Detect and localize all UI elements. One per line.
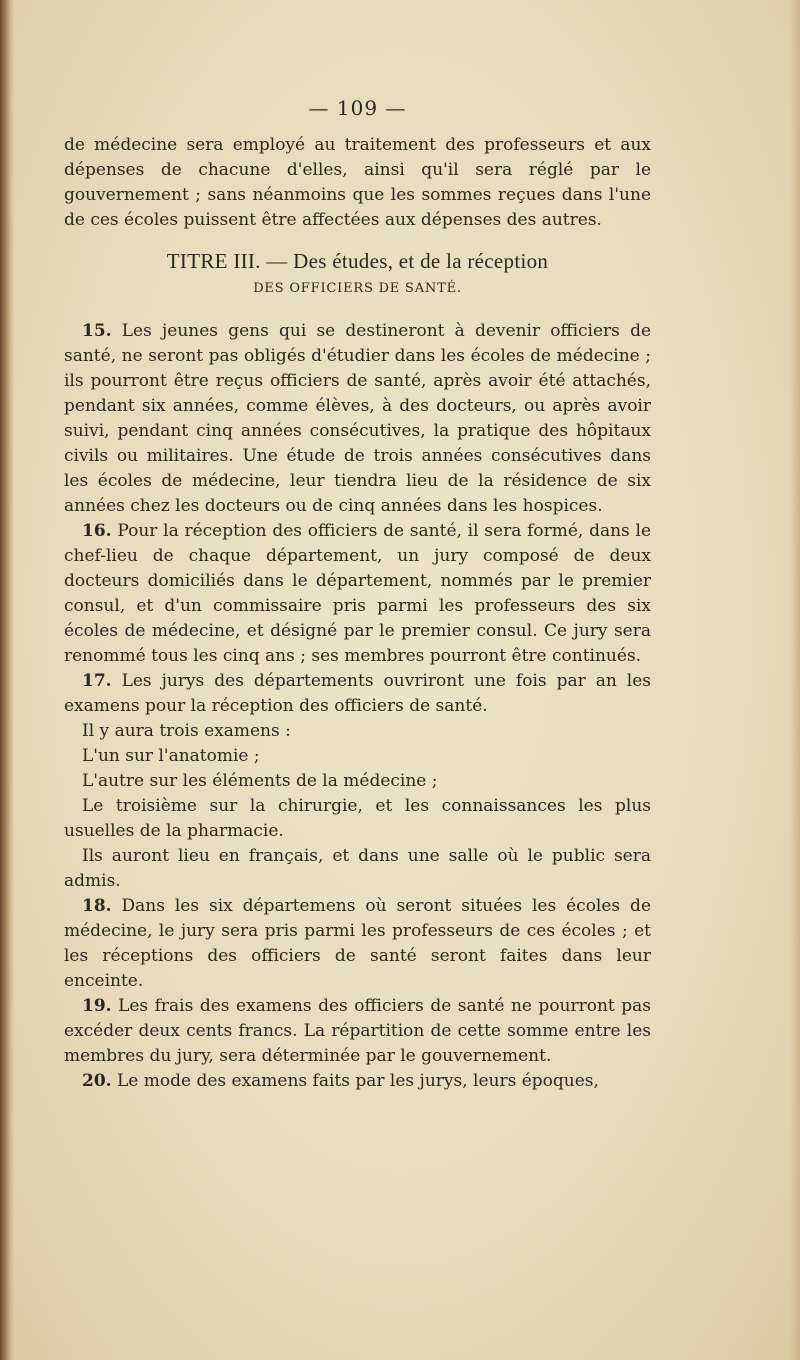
page-number: — 109 — bbox=[308, 96, 407, 120]
article-text: Dans les six départemens où seront situées les écoles de médecine, le jury sera pris parmi les professeurs de ces écoles ; et les réceptions des officiers de santé seront faites dans leur enceinte. bbox=[64, 896, 652, 991]
article-number: 16. bbox=[82, 521, 112, 541]
article-number: 17. bbox=[82, 671, 112, 691]
article-15 bbox=[64, 319, 651, 519]
page-text-block bbox=[64, 96, 651, 1094]
page-right-edge bbox=[790, 0, 800, 1360]
section-title: TITRE III. — Des études, et de la réception bbox=[166, 249, 549, 273]
article-text: Pour la réception des officiers de santé, il sera formé, dans le chef-lieu de chaque département, un jury composé de deux docteurs domiciliés dans le département, nommés par le premier consul, et d'un commissaire pris parmi les professeurs des six écoles de médecine, et désigné par le premier consul. Ce jury sera renommé tous les cinq ans ; ses membres pourront être continués. bbox=[64, 521, 652, 666]
article-text: Les jurys des départements ouvriront une fois par an les examens pour la réception des officiers de santé. bbox=[64, 671, 651, 716]
article-17-line: Le troisième sur la chirurgie, et les connaissances les plus usuelles de la pharmacie. bbox=[64, 796, 651, 841]
section-subtitle: DES OFFICIERS DE SANTÉ. bbox=[253, 281, 462, 296]
article-17-line: L'autre sur les éléments de la médecine ; bbox=[82, 771, 438, 791]
article-text: Le mode des examens faits par les jurys, leurs époques, bbox=[116, 1071, 599, 1091]
article-19 bbox=[64, 994, 651, 1069]
article-number: 18. bbox=[82, 896, 112, 916]
article-17-line: L'un sur l'anatomie ; bbox=[82, 746, 260, 766]
article-text: Les frais des examens des officiers de santé ne pourront pas excéder deux cents francs. La répartition de cette somme entre les membres du jury, sera déterminée par le gouvernement. bbox=[64, 996, 651, 1066]
article-number: 19. bbox=[82, 996, 112, 1016]
intro-paragraph: de médecine sera employé au traitement des professeurs et aux dépenses de chacune d'elles, ainsi qu'il sera réglé par le gouvernement ; sans néanmoins que les sommes reçues dans l'une de ces écoles puissent être affectées aux dépenses des autres. bbox=[64, 135, 651, 230]
page-binding-edge bbox=[0, 0, 14, 1360]
article-17-line: Ils auront lieu en français, et dans une salle où le public sera admis. bbox=[64, 846, 651, 891]
article-18 bbox=[64, 894, 651, 994]
article-16 bbox=[64, 519, 651, 669]
article-17-line: Il y aura trois examens : bbox=[82, 721, 291, 741]
article-number: 20. bbox=[82, 1071, 112, 1091]
article-number: 15. bbox=[82, 321, 112, 341]
article-text: Les jeunes gens qui se destineront à devenir officiers de santé, ne seront pas obligés d'étudier dans les écoles de médecine ; ils pourront être reçus officiers de santé, après avoir été attachés, pendant six années, comme élèves, à des docteurs, ou après avoir suivi, pendant cinq années consécutives, la pratique des hôpitaux civils ou militaires. Une étude de trois années consécutives dans les écoles de médecine, leur tiendra lieu de la résidence de six années chez les docteurs ou de cinq années dans les hospices. bbox=[64, 321, 652, 516]
article-20 bbox=[64, 1069, 651, 1094]
article-17 bbox=[64, 669, 651, 719]
